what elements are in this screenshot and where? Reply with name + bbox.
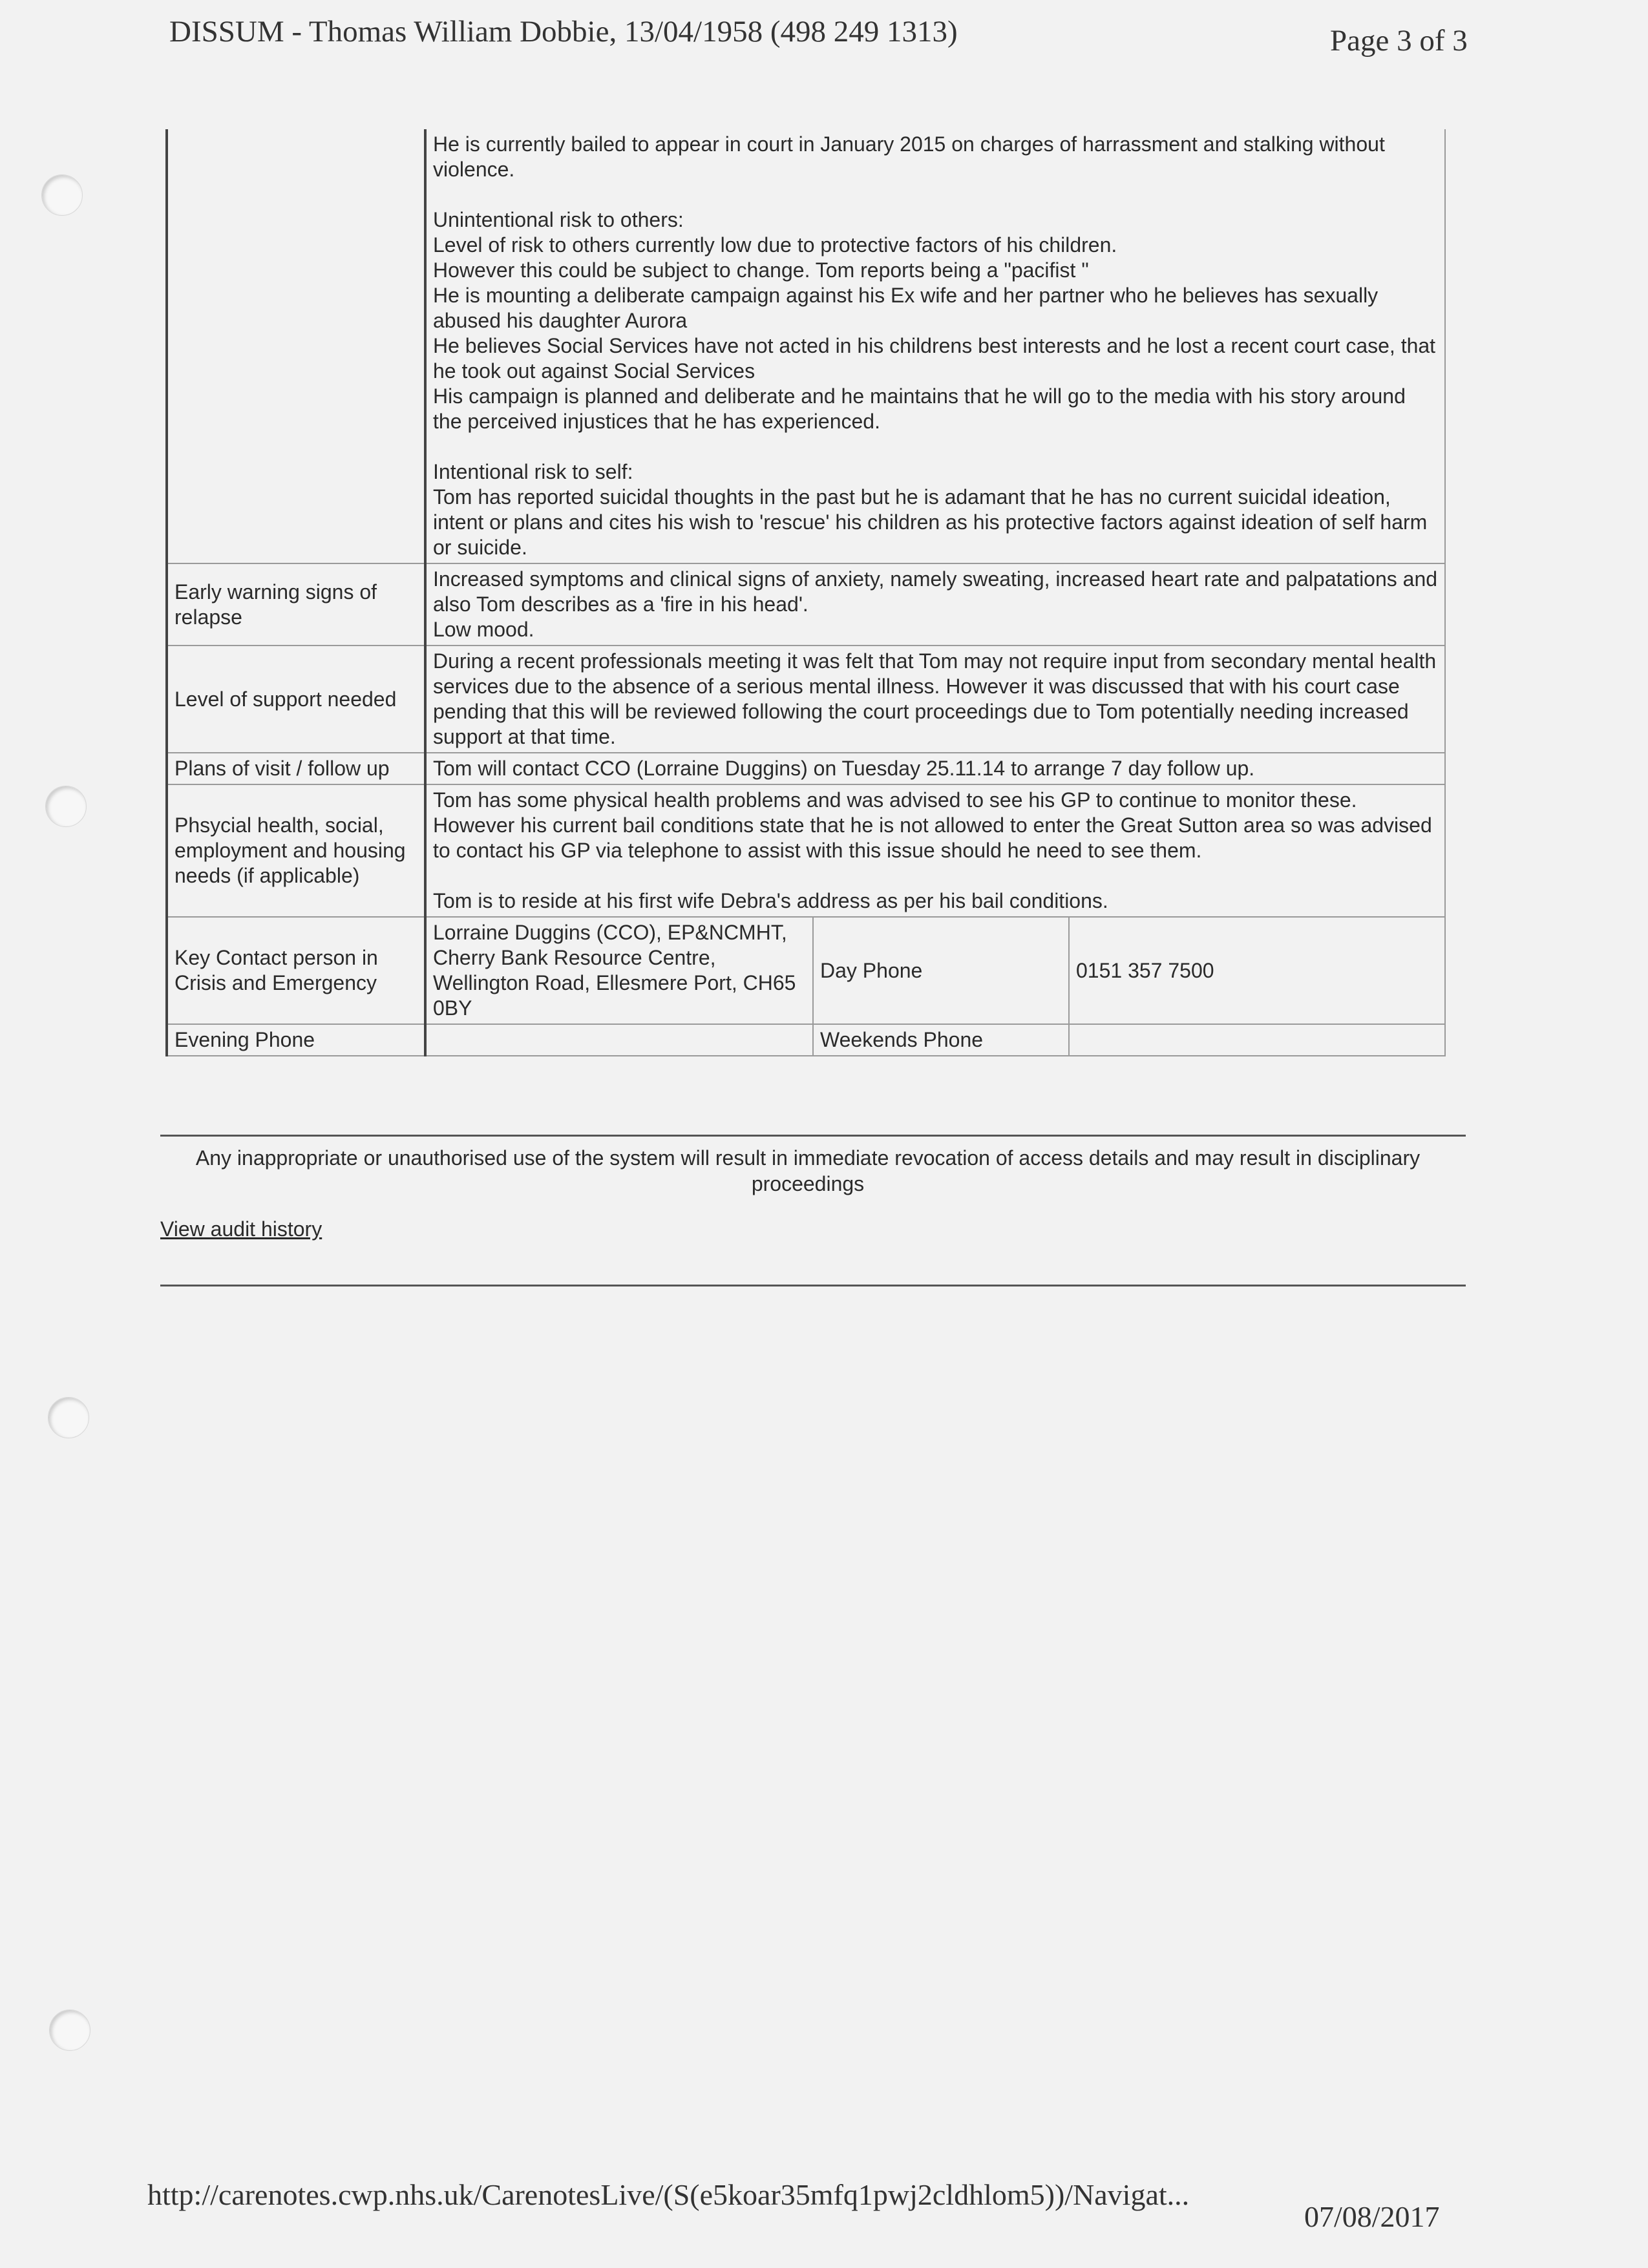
early-warning-line-2: Low mood. — [433, 618, 534, 641]
view-audit-history-link[interactable]: View audit history — [160, 1217, 322, 1241]
weekends-phone-label: Weekends Phone — [813, 1024, 1069, 1056]
evening-phone-value — [425, 1024, 813, 1056]
day-phone-label: Day Phone — [813, 917, 1069, 1024]
usage-notice: Any inappropriate or unauthorised use of the system will result in immediate revocation of access details and may result in disciplinary proceedings — [195, 1146, 1421, 1195]
risk-others-line-1: Level of risk to others currently low due to protective factors of his children. — [433, 233, 1117, 257]
physical-content — [425, 784, 1445, 917]
contact-row — [167, 917, 1445, 1024]
footer-date: 07/08/2017 — [1304, 2200, 1440, 2233]
risk-self-text: Tom has reported suicidal thoughts in the past but he is adamant that he has no current suicidal ideation, intent or plans and cites his wish to 'rescue' his children as his protective factors against ideation of self harm or suicide. — [433, 485, 1428, 559]
weekends-phone-value — [1069, 1024, 1445, 1056]
support-label: Level of support needed — [167, 646, 425, 753]
risk-bail-text: He is currently bailed to appear in court in January 2015 on charges of harrassment and stalking without violence. — [433, 132, 1385, 181]
early-warning-label: Early warning signs of relapse — [167, 563, 425, 646]
early-warning-line-1: Increased symptoms and clinical signs of anxiety, namely sweating, increased heart rate and palpatations and also Tom describes as a 'fire in his head'. — [433, 567, 1438, 616]
risk-others-line-5: His campaign is planned and deliberate and he maintains that he will go to the media with his story around the perceived injustices that he has experienced. — [433, 384, 1406, 433]
day-phone-value: 0151 357 7500 — [1069, 917, 1445, 1024]
punch-hole-3 — [48, 1397, 89, 1438]
risk-others-line-3: He is mounting a deliberate campaign against his Ex wife and her partner who he believes has sexually abused his daughter Aurora — [433, 284, 1379, 332]
contact-label: Key Contact person in Crisis and Emergency — [167, 917, 425, 1024]
risk-others-heading: Unintentional risk to others: — [433, 208, 684, 231]
audit-bottom-divider — [160, 1285, 1466, 1286]
phone-row — [167, 1024, 1445, 1056]
physical-row — [167, 784, 1445, 917]
physical-text-1: Tom has some physical health problems and was advised to see his GP to continue to monitor these. However his current bail conditions state that he is not allowed to enter the Great Sutton area so was advised to contact his GP via telephone to assist with this issue should he need to see them. — [433, 788, 1432, 862]
plans-label: Plans of visit / follow up — [167, 753, 425, 784]
risk-others-line-4: He believes Social Services have not acted in his childrens best interests and he lost a recent court case, that he took out against Social Services — [433, 334, 1436, 383]
plans-row — [167, 753, 1445, 784]
risk-continued-label-cell — [167, 129, 425, 563]
risk-others-line-2: However this could be subject to change. Tom reports being a "pacifist " — [433, 258, 1089, 282]
risk-self-heading: Intentional risk to self: — [433, 460, 633, 483]
risk-continued-row — [167, 129, 1445, 563]
punch-hole-1 — [41, 174, 83, 216]
support-row — [167, 646, 1445, 753]
early-warning-content — [425, 563, 1445, 646]
support-content: During a recent professionals meeting it was felt that Tom may not require input from secondary mental health services due to the absence of a serious mental illness. However it was discussed that with his court case pending that this will be reviewed following the court proceedings due to Tom potentially needing increased support at that time. — [425, 646, 1445, 753]
document-header-title: DISSUM - Thomas William Dobbie, 13/04/1958 (498 249 1313) — [169, 15, 958, 48]
footer-url: http://carenotes.cwp.nhs.uk/CarenotesLive/(S(e5koar35mfq1pwj2cldhlom5))/Navigat... — [147, 2178, 1190, 2211]
care-plan-table — [165, 129, 1446, 1056]
early-warning-row — [167, 563, 1445, 646]
notice-top-divider — [160, 1135, 1466, 1137]
risk-continued-content — [425, 129, 1445, 563]
punch-hole-4 — [49, 2010, 90, 2051]
page-number: Page 3 of 3 — [1330, 24, 1468, 58]
punch-hole-2 — [45, 786, 87, 827]
contact-value: Lorraine Duggins (CCO), EP&NCMHT, Cherry Bank Resource Centre, Wellington Road, Ellesmere Port, CH65 0BY — [425, 917, 813, 1024]
plans-content: Tom will contact CCO (Lorraine Duggins) on Tuesday 25.11.14 to arrange 7 day follow up. — [425, 753, 1445, 784]
evening-phone-label: Evening Phone — [167, 1024, 425, 1056]
physical-text-2: Tom is to reside at his first wife Debra's address as per his bail conditions. — [433, 889, 1108, 912]
physical-label: Phsycial health, social, employment and housing needs (if applicable) — [167, 784, 425, 917]
